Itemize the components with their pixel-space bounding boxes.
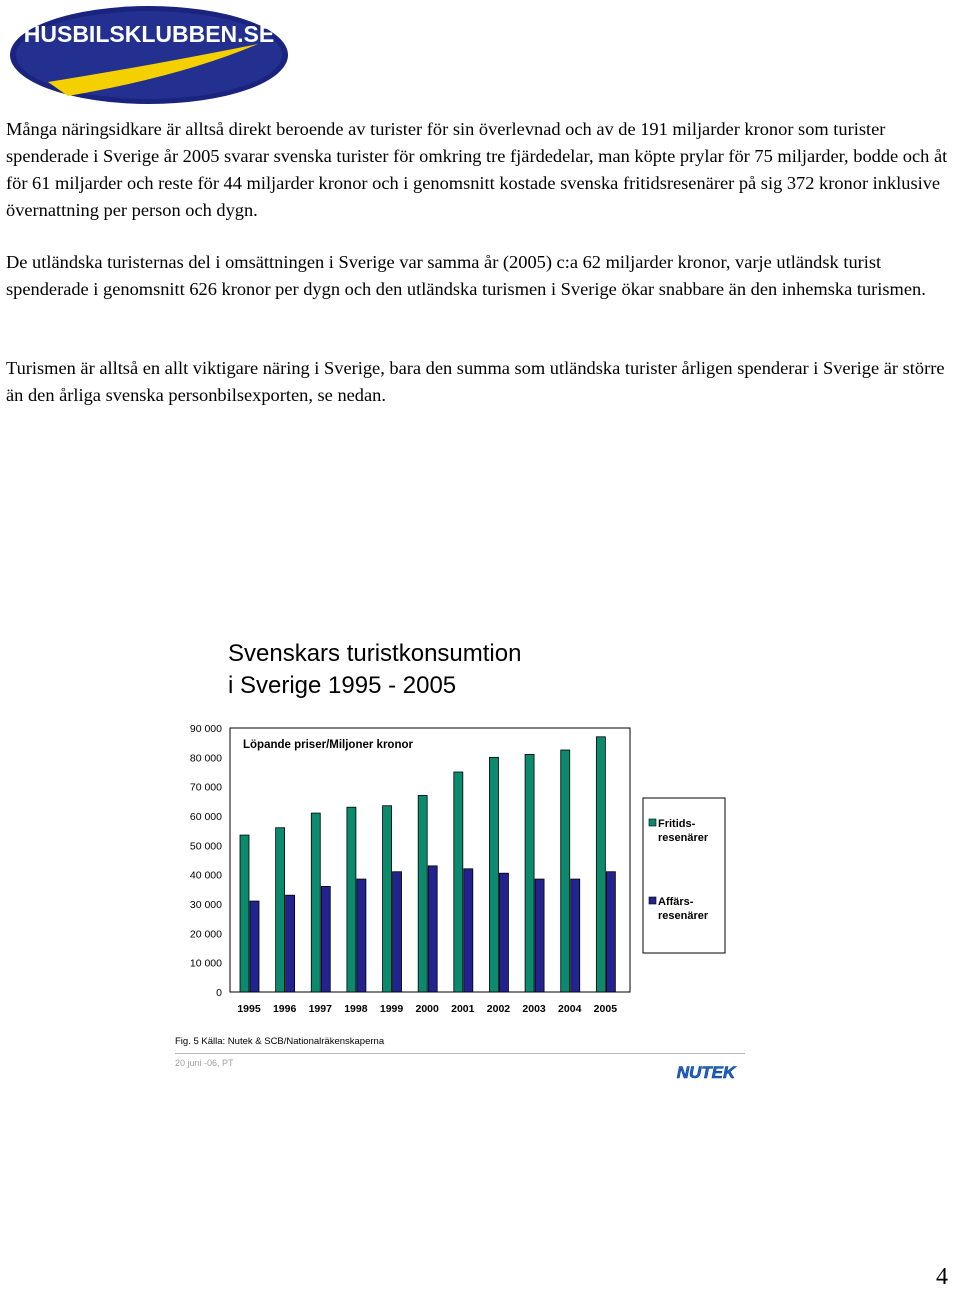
x-tick-label: 2001 — [451, 1003, 475, 1015]
paragraph-2: De utländska turisternas del i omsättningen i Sverige var samma år (2005) c:a 62 miljarder kronor, varje utländsk turist spenderade i genomsnitt 626 kronor per dygn och den utländska turismen i Sverige ökar snabbare än den inhemska turismen. — [6, 252, 926, 299]
bar-fritidsresenarer — [454, 772, 463, 992]
x-tick-label: 2000 — [415, 1003, 439, 1015]
y-tick-label: 40 000 — [189, 869, 222, 882]
tourism-bar-chart — [160, 718, 740, 1028]
bar-affarsresenarer — [357, 879, 366, 992]
bar-affarsresenarer — [428, 866, 437, 992]
y-tick-label: 30 000 — [189, 899, 222, 911]
chart-title — [228, 638, 648, 702]
logo-text: HUSBILSKLUBBEN.SE — [23, 21, 275, 47]
bar-affarsresenarer — [571, 879, 580, 992]
figure-footnote: 20 juni -06, PT — [175, 1058, 234, 1068]
x-tick-label: 1998 — [344, 1003, 368, 1015]
x-tick-label: 2003 — [522, 1003, 546, 1015]
bar-affarsresenarer — [464, 869, 473, 992]
legend-label: Fritids- — [658, 818, 696, 830]
bar-affarsresenarer — [393, 872, 402, 992]
figure-caption: Fig. 5 Källa: Nutek & SCB/Nationalräkenskaperna — [175, 1036, 385, 1047]
y-tick-label: 90 000 — [189, 723, 222, 735]
bar-fritidsresenarer — [561, 750, 570, 992]
bar-affarsresenarer — [606, 872, 615, 992]
legend-label: Affärs- — [658, 896, 694, 908]
bar-fritidsresenarer — [596, 737, 605, 992]
husbilsklubben-logo — [8, 4, 290, 106]
y-tick-label: 60 000 — [189, 811, 222, 823]
bar-affarsresenarer — [250, 901, 259, 992]
y-tick-label: 10 000 — [189, 957, 222, 970]
bar-affarsresenarer — [286, 895, 295, 992]
bar-fritidsresenarer — [240, 835, 249, 992]
x-tick-label: 2005 — [593, 1003, 618, 1015]
bar-affarsresenarer — [499, 873, 508, 992]
chart-title-line-2: i Sverige 1995 - 2005 — [228, 672, 457, 699]
y-tick-label: 20 000 — [189, 928, 222, 941]
chart-title-line-1: Svenskars turistkonsumtion — [228, 640, 522, 667]
bar-fritidsresenarer — [489, 757, 498, 992]
y-tick-label: 0 — [216, 987, 222, 999]
y-tick-label: 70 000 — [189, 781, 222, 794]
x-tick-label: 1995 — [237, 1003, 261, 1015]
chart-subtitle: Löpande priser/Miljoner kronor — [243, 739, 413, 751]
bar-affarsresenarer — [535, 879, 544, 992]
legend-swatch — [649, 897, 656, 904]
bar-fritidsresenarer — [311, 813, 320, 992]
x-tick-label: 2002 — [486, 1003, 511, 1015]
page-number: 4 — [936, 1264, 948, 1290]
bar-fritidsresenarer — [383, 806, 392, 992]
legend-label: resenärer — [658, 832, 709, 844]
bar-affarsresenarer — [321, 886, 330, 992]
x-tick-label: 1999 — [379, 1003, 404, 1015]
bar-fritidsresenarer — [525, 754, 534, 992]
bar-fritidsresenarer — [276, 828, 285, 992]
caption-divider — [175, 1053, 745, 1054]
y-tick-label: 50 000 — [189, 840, 222, 853]
nutek-logo — [670, 1061, 742, 1083]
x-tick-label: 1996 — [272, 1003, 297, 1015]
paragraph-1: Många näringsidkare är alltså direkt beroende av turister för sin överlevnad och av de 191 miljarder kronor som turister spenderade i Sverige år 2005 svarar svenska turister för omkring tre fjärdedelar, man köpte prylar för 75 miljarder, bodde och åt för 61 miljarder och reste för 44 miljarder kronor och i genomsnitt kostade svenska fritidsresenärer på sig 372 kronor inklusive övernattning per person och dygn. — [6, 119, 948, 220]
legend-swatch — [649, 819, 656, 826]
y-tick-label: 80 000 — [189, 752, 222, 765]
nutek-logo-text: NUTEK — [676, 1063, 736, 1082]
bar-fritidsresenarer — [347, 807, 356, 992]
bar-fritidsresenarer — [418, 795, 427, 992]
x-tick-label: 1997 — [308, 1003, 332, 1015]
legend-label: resenärer — [658, 910, 709, 922]
x-tick-label: 2004 — [558, 1003, 582, 1015]
paragraph-3: Turismen är alltså en allt viktigare näring i Sverige, bara den summa som utländska turister årligen spenderar i Sverige är större än den årliga svenska personbilsexporten, se nedan. — [6, 358, 945, 405]
